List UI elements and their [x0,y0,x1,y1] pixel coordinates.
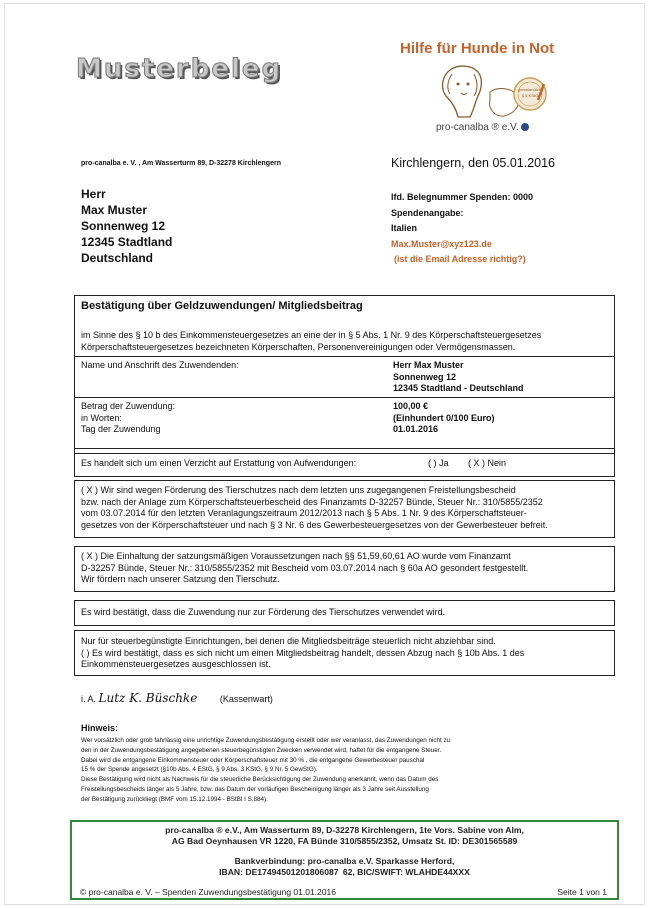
sample-stamp: Musterbeleg [76,54,283,84]
usage-box [74,600,615,626]
tax-exemption-text [75,485,554,531]
hint-line: Freistellungsbescheids länger als 5 Jahre, bzw. das Datum der vorläufigen Bescheinigung länger als 3 Jahre seit Ausstellung [81,785,429,793]
divider [75,356,614,357]
donation-info [391,190,533,268]
donor-street: Sonnenweg 12 [393,371,457,382]
confirmation-title: Bestätigung über Geldzuwendungen/ Mitgliedsbeitrag [81,300,363,312]
hint-line: Diese Bestätigung wird nicht als Nachweis für die steuerliche Berücksichtigung der Zuwendung anerkannt, wenn das Datum des [81,776,439,784]
divider [75,397,614,398]
donor-address [393,360,524,395]
sender-line: pro-canalba e. V. , Am Wasserturm 89, D-32278 Kirchlengern [81,160,281,167]
signature-block [81,691,273,705]
statute-text [75,551,534,586]
waiver-box [74,454,615,477]
hint-line: Dabei wird die entgangene Einkommensteuer oder Körperschaftsteuer mit 30 % , die entgangene Gewerbesteuer pauschal [81,756,425,764]
logo-dot-icon [521,123,529,131]
recipient-salutation: Herr [81,187,106,201]
amount-value: 100,00 € [393,401,429,411]
hint-title: Hinweis: [81,723,119,733]
tax-exemption-line: vom 03.07.2014 für den letzten Veranlagungszeitraum 2012/2013 nach § 5 Abs. 1 Nr. 9 des Körperschaftsteuer- [81,508,527,518]
tax-exemption-line: gesetzes von der Körperschaftsteuer und nach § 3 Nr. 6 des Gewerbesteuergesetzes von der Gewerbesteuer befreit. [81,519,548,530]
email-address: Max.Muster@xyz123.de [391,238,492,249]
footer-registry: AG Bad Oeynhausen VR 1220, FA Bünde 310/5855/2352, Umsatz St. ID: DE301565589 [171,836,518,846]
copyright: © pro-canalba e. V. – Spenden Zuwendungsbestätigung 01.01.2016 [80,887,336,897]
recipient-street: Sonnenweg 12 [81,219,166,233]
footer-address: pro-canalba ® e.V., Am Wasserturm 89, D-32278 Kirchlengern, 1te Vors. Sabine von Alm, [165,825,524,835]
place-date: Kirchlengern, den 05.01.2016 [391,156,556,170]
tax-exemption-box [74,480,615,538]
organization-heading: Hilfe für Hunde in Not [400,40,555,57]
recipient-city: 12345 Stadtland [81,235,173,249]
donation-date: 01.01.2016 [393,424,439,434]
hint-line: der Bestätigung zurückliegt (BMF vom 15.12.1994 - BStBl I S.884). [81,795,268,803]
tax-exemption-line: ( X ) Wir sind wegen Förderung des Tierschutzes nach dem letzten uns zugegangenen Freistellungsbescheid [81,485,516,495]
page-number: Seite 1 von 1 [557,887,607,897]
statute-line: ( X ) Die Einhaltung der satzungsmäßigen Voraussetzungen nach §§ 51,59,60,61 AO wurde vom Finanzamt [81,551,511,561]
donation-purpose-label: Spendenangabe: [391,207,464,218]
hint-line: Wer vorsätzlich oder grob fahrlässig eine unrichtige Zuwendungsbestätigung erstellt oder wer veranlasst, das Zuwendungen nicht zu [81,737,451,744]
confirmation-intro: im Sinne des § 10 b des Einkommensteuergesetzes an eine der in § 5 Abs. 1 Nr. 9 des Körperschaftsteuergesetzes Körperschaftsteuergesetzes bezeichneten Körperschaften, Personenvereinigungen oder Vermögensmassen. [81,330,542,352]
footer-iban: IBAN: DE17494501201806087 62, BIC/SWIFT: WLAHDE44XXX [219,867,470,877]
waiver-text: Es handelt sich um einen Verzicht auf Erstattung von Aufwendungen: [81,458,357,468]
amount-label: Betrag der Zuwendung: [81,401,176,411]
confirmation-box [74,295,615,454]
amount-words-label: in Worten: [81,412,122,423]
donor-city: 12345 Stadtland - Deutschland [393,383,524,393]
donation-date-label: Tag der Zuwendung [81,424,161,434]
recipient-name: Max Muster [81,203,148,217]
waiver-yes: ( ) Ja [428,458,449,468]
signature-name: Lutz K. Büschke [98,691,198,705]
recipient-address [81,186,172,266]
recipient-country: Deutschland [81,251,154,265]
membership-line: ( ) Es wird bestätigt, dass es sich nicht um einen Mitgliedsbeitrag handelt, dessen Abzug nach § 10b Abs. 1 des [81,647,525,658]
hint-text [81,736,581,805]
membership-line: Nur für steuerbegünstigte Einrichtungen, bei denen die Mitgliedsbeiträge steuerlich nicht abziehbar sind. [81,636,496,646]
footer-bottom [80,887,607,897]
amount-values [393,401,495,436]
svg-text:§ 5 KStG: § 5 KStG [521,93,539,98]
usage-text: Es wird bestätigt, dass die Zuwendung nur zur Förderung des Tierschutzes verwendet wird. [81,607,446,617]
page-border-top [4,3,645,4]
footer-bank: Bankverbindung: pro-canalba e.V. Sparkasse Herford, [234,856,455,866]
donor-label: Name und Anschrift des Zuwendenden: [81,360,239,370]
statute-line: D-32257 Bünde, Steuer Nr.: 310/5855/2352 mit Bescheid vom 03.07.2014 nach § 60a AO gesondert festgestellt. [81,562,529,573]
receipt-number: lfd. Belegnummer Spenden: 0000 [391,192,534,202]
hint-line: den in der Zuwendungsbestätigung angegebenen steuerbegünstigten Zwecken verwendet wird, haftet für die entgangene Steuer. [81,746,442,754]
signature-prefix: i. A. [81,694,97,704]
divider [75,448,614,449]
hint-line: 15 % der Spende angesetzt (§10b Abs. 4 EStG, § 9 Abs. 3 KStG, § 9 Nr. 5 GewStG). [81,766,318,774]
amount-words: (Einhundert 0/100 Euro) [393,412,495,423]
footer-box [70,820,619,900]
logo-caption: pro-canalba ® e.V. [436,122,529,133]
amount-labels [81,401,175,436]
email-hint: (ist die Email Adresse richtig?) [394,254,526,264]
page-border-right [644,3,645,905]
membership-text [75,636,530,671]
waiver-no: ( X ) Nein [468,458,507,468]
page-border-left [4,3,5,905]
membership-line: Einkommensteuergesetzes ausgeschlossen ist. [81,659,271,669]
donor-name: Herr Max Muster [393,360,464,370]
membership-box [74,630,615,676]
signature-role: (Kassenwart) [219,694,273,704]
statute-box [74,546,615,592]
donation-purpose: Italien [391,223,418,233]
tax-exemption-line: bzw. nach der Anlage zum Körperschaftsteuerbescheid des Finanzamts D-32257 Bünde, Steuer Nr.: 310/5855/2352 [81,496,543,507]
statute-line: Wir fördern nach unserer Satzung den Tierschutz. [81,574,280,584]
svg-text:gemeinnützig: gemeinnützig [518,87,542,92]
page-border-bottom [4,904,645,905]
